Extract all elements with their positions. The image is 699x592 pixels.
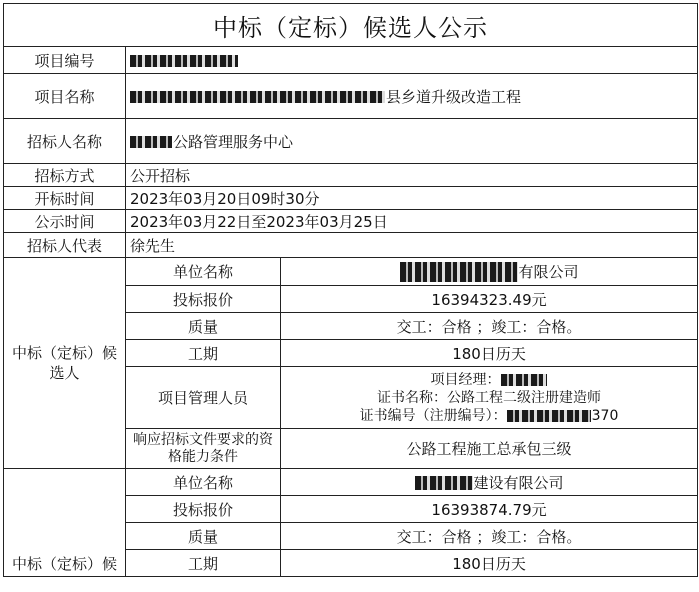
c1-period-label: 工期 [126, 340, 281, 367]
c2-period-value: 180日历天 [281, 550, 698, 577]
tenderer-text: 公路管理服务中心 [173, 132, 294, 151]
project-name-label: 项目名称 [4, 74, 126, 119]
c1-row-unit [4, 258, 698, 286]
redacted-block [507, 410, 591, 422]
c2-period-label: 工期 [126, 550, 281, 577]
c1-quality-label: 质量 [126, 313, 281, 340]
cert-no-tail: 370 [591, 407, 619, 424]
row-tenderer [4, 119, 698, 164]
c1-group-label: 中标（定标）候选人 [4, 258, 126, 469]
c1-unit-text: 有限公司 [518, 262, 579, 281]
project-name-value [126, 74, 698, 119]
rep-label: 招标人代表 [4, 233, 126, 258]
redacted-block [415, 476, 473, 490]
c1-bid-label: 投标报价 [126, 286, 281, 313]
c1-manager-label: 项目管理人员 [126, 367, 281, 429]
row-project-name [4, 74, 698, 119]
redacted-block [400, 262, 518, 282]
c2-unit-label: 单位名称 [126, 469, 281, 496]
method-label: 招标方式 [4, 164, 126, 187]
c1-unit-label: 单位名称 [126, 258, 281, 286]
c2-bid-label: 投标报价 [126, 496, 281, 523]
cert-no-label: 证书编号（注册编号）： [359, 407, 507, 424]
c2-group-label: 中标（定标）候 [4, 469, 126, 577]
redacted-block [501, 374, 547, 386]
c1-period-value: 180日历天 [281, 340, 698, 367]
redacted-block [130, 136, 172, 148]
c2-unit-text: 建设有限公司 [473, 473, 564, 492]
c1-unit-value [281, 258, 698, 286]
manager-name-label: 项目经理： [430, 371, 501, 388]
redacted-block [130, 91, 385, 103]
c1-manager-line1 [285, 371, 693, 389]
rep-value: 徐先生 [126, 233, 698, 258]
project-name-text: 县乡道升级改造工程 [386, 87, 522, 106]
method-value: 公开招标 [126, 164, 698, 187]
c2-bid-value: 16393874.79元 [281, 496, 698, 523]
row-method [4, 164, 698, 187]
c1-manager-line3 [285, 407, 693, 425]
row-open-time [4, 187, 698, 210]
tenderer-value [126, 119, 698, 164]
project-no-value [126, 47, 698, 74]
open-time-label: 开标时间 [4, 187, 126, 210]
c1-bid-value: 16394323.49元 [281, 286, 698, 313]
publicity-time-value: 2023年03月22日至2023年03月25日 [126, 210, 698, 233]
c1-quality-value: 交工：合格 ；竣工：合格。 [281, 313, 698, 340]
c2-quality-value: 交工：合格 ；竣工：合格。 [281, 523, 698, 550]
c2-unit-value [281, 469, 698, 496]
tenderer-label: 招标人名称 [4, 119, 126, 164]
redacted-block [130, 55, 238, 67]
c1-manager-value [281, 367, 698, 429]
candidate-publicity-table [3, 3, 698, 577]
c1-qual-value: 公路工程施工总承包三级 [281, 429, 698, 469]
publicity-time-label: 公示时间 [4, 210, 126, 233]
c1-manager-line2: 证书名称：公路工程二级注册建造师 [377, 389, 602, 406]
title-row [4, 4, 698, 47]
document-title: 中标（定标）候选人公示 [4, 4, 698, 47]
row-project-no [4, 47, 698, 74]
row-publicity-time [4, 210, 698, 233]
c1-qual-label: 响应招标文件要求的资格能力条件 [126, 429, 281, 469]
open-time-value: 2023年03月20日09时30分 [126, 187, 698, 210]
row-rep [4, 233, 698, 258]
project-no-label: 项目编号 [4, 47, 126, 74]
c2-quality-label: 质量 [126, 523, 281, 550]
c2-row-unit [4, 469, 698, 496]
